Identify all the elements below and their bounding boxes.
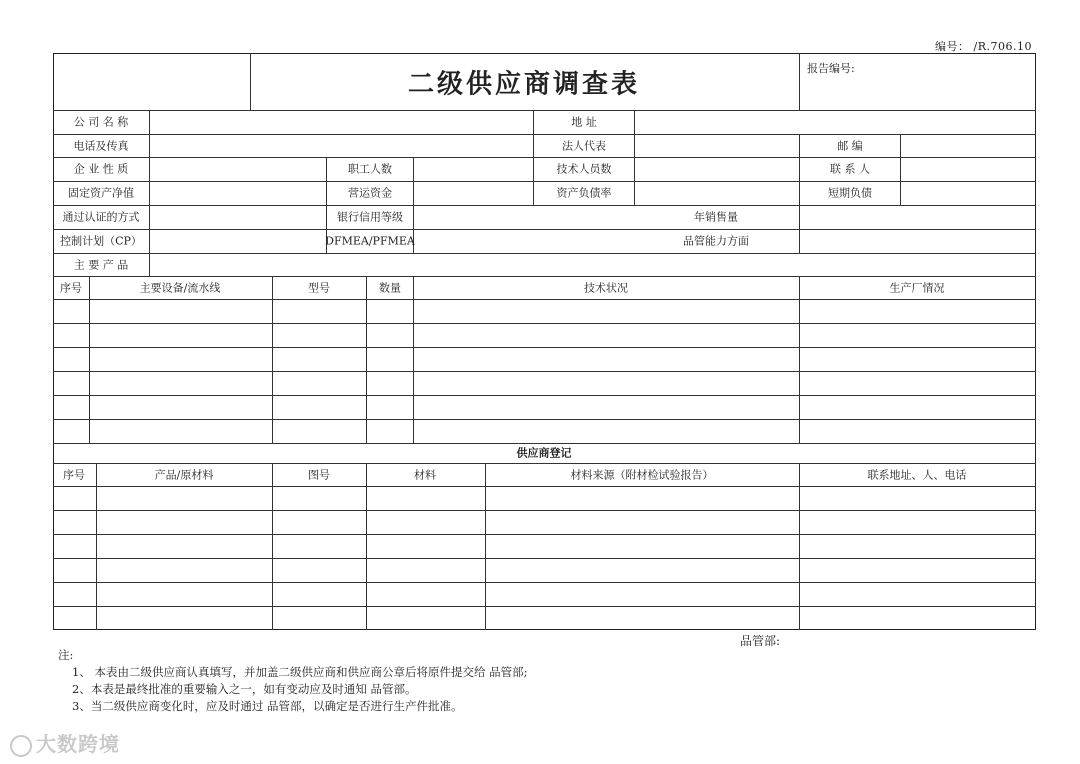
bank-credit-label: 银行信用等级 xyxy=(337,210,403,224)
debt-ratio-label: 资产负债率 xyxy=(556,186,612,200)
working-capital-label: 营运资金 xyxy=(348,186,392,200)
supplier-header-no: 序号 xyxy=(63,468,85,482)
postcode-label: 邮 编 xyxy=(837,139,863,153)
document-code: 编号： /R.706.10 xyxy=(935,40,1032,53)
address-label: 地 址 xyxy=(571,115,597,129)
equipment-header-factory: 生产厂情况 xyxy=(889,281,945,295)
quality-ability-label: 品管能力方面 xyxy=(683,234,749,248)
main-products-label: 主 要 产 品 xyxy=(73,258,129,272)
note-item-3: 3、当二级供应商变化时，应及时通过 品管部，以确定是否进行生产件批准。 xyxy=(72,699,463,713)
dfmea-label: DFMEA/PFMEA xyxy=(325,234,415,248)
supplier-header-drawing: 图号 xyxy=(308,468,330,482)
watermark-logo-icon xyxy=(10,735,32,757)
employees-label: 职工人数 xyxy=(348,162,392,176)
note-item-2: 2、本表是最终批准的重要输入之一，如有变动应及时通知 品管部。 xyxy=(72,682,417,696)
watermark-text: 大数跨境 xyxy=(36,732,120,756)
equipment-header-no: 序号 xyxy=(60,281,82,295)
contact-label: 联 系 人 xyxy=(830,162,870,176)
report-number-label: 报告编号: xyxy=(807,62,855,75)
supplier-header-product: 产品/原材料 xyxy=(154,468,214,482)
phone-fax-label: 电话及传真 xyxy=(73,139,129,153)
technicians-label: 技术人员数 xyxy=(556,162,612,176)
equipment-header-model: 型号 xyxy=(308,281,330,295)
certification-label: 通过认证的方式 xyxy=(62,210,140,224)
enterprise-type-label: 企 业 性 质 xyxy=(73,162,129,176)
equipment-header-line: 主要设备/流水线 xyxy=(139,281,221,295)
supplier-header-material: 材料 xyxy=(414,468,436,482)
company-name-label: 公 司 名 称 xyxy=(73,115,129,129)
supplier-registration-title: 供应商登记 xyxy=(516,446,572,460)
form-title: 二级供应商调查表 xyxy=(407,69,641,100)
short-debt-label: 短期负债 xyxy=(828,186,872,200)
form-frame xyxy=(53,53,1036,630)
note-item-1: 1、 本表由二级供应商认真填写，并加盖二级供应商和供应商公章后将原件提交给 品管部; xyxy=(72,665,528,679)
notes xyxy=(58,647,528,715)
notes-label: 注: xyxy=(58,648,74,662)
watermark xyxy=(10,728,120,757)
equipment-header-tech: 技术状况 xyxy=(584,281,628,295)
fixed-assets-label: 固定资产净值 xyxy=(68,186,134,200)
equipment-header-qty: 数量 xyxy=(379,281,401,295)
annual-sales-label: 年销售量 xyxy=(694,210,738,224)
control-plan-label: 控制计划（CP） xyxy=(60,234,142,248)
supplier-header-contact: 联系地址、人、电话 xyxy=(867,468,967,482)
legal-rep-label: 法人代表 xyxy=(562,139,606,153)
supplier-header-source: 材料来源（附材检试验报告） xyxy=(570,468,714,482)
quality-dept-label: 品管部: xyxy=(740,634,781,648)
